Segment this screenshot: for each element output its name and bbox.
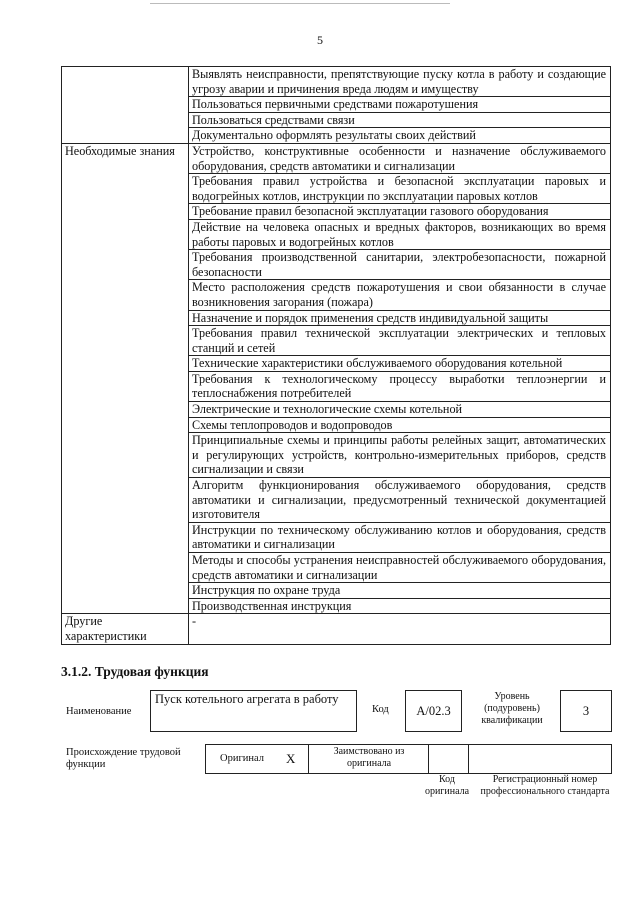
borrowed-cell [308, 745, 429, 773]
skill-item: Выявлять неисправности, препятствующие пуску котла в работу и создающие угрозу аварии и причинения вреда людям и имуществу [189, 67, 611, 97]
level-box [560, 690, 612, 732]
knowledge-item: Технические характеристики обслуживаемого оборудования котельной [189, 356, 611, 372]
knowledge-item: Место расположения средств пожаротушения и свои обязанности в случае возникновения загорания (пожара) [189, 280, 611, 310]
level-label: Уровень (подуровень) квалификации [481, 691, 543, 726]
knowledge-item: Требования к технологическому процессу выработки теплоэнергии и теплоснабжения потребителей [189, 371, 611, 401]
origin-code-cell [428, 745, 469, 773]
table-row [62, 614, 611, 645]
table-row [62, 67, 611, 97]
skill-item: Документально оформлять результаты своих действий [189, 128, 611, 144]
other-label: Другие характеристики [62, 614, 189, 645]
borrowed-label: Заимствовано из оригинала [333, 746, 405, 769]
skill-item: Пользоваться первичными средствами пожаротушения [189, 97, 611, 113]
other-value: - [189, 614, 611, 645]
competency-table [61, 66, 611, 645]
name-box [150, 690, 357, 732]
empty-label-cell [62, 67, 189, 144]
knowledge-item: Схемы теплопроводов и водопроводов [189, 417, 611, 433]
level-value: 3 [582, 704, 590, 718]
knowledge-item: Производственная инструкция [189, 598, 611, 614]
table-row [62, 143, 611, 173]
knowledge-label: Необходимые знания [62, 143, 189, 613]
knowledge-item: Принципиальные схемы и принципы работы релейных защит, автоматических и регулирующих устройств, контрольно-измерительных приборов, средств сигнализации и связи [189, 433, 611, 478]
knowledge-item: Инструкция по охране труда [189, 583, 611, 599]
knowledge-item: Назначение и порядок применения средств индивидуальной защиты [189, 310, 611, 326]
reg-number-cell [468, 745, 611, 773]
code-box [405, 690, 462, 732]
top-rule [150, 3, 450, 4]
origin-label: Происхождение трудовой функции [66, 747, 181, 770]
knowledge-item: Требования правил устройства и безопасной эксплуатации паровых и водогрейных котлов, инструкции по эксплуатации паровых котлов [189, 174, 611, 204]
code-value: A/02.3 [416, 704, 451, 718]
knowledge-item: Электрические и технологические схемы котельной [189, 402, 611, 418]
knowledge-item: Алгоритм функционирования обслуживаемого оборудования, средств автоматики и сигнализации, предусмотренный технической документацией изготовителя [189, 478, 611, 523]
knowledge-item: Действие на человека опасных и вредных факторов, возникающих во время работы паровых и водогрейных котлов [189, 219, 611, 249]
section-heading: 3.1.2. Трудовая функция [61, 664, 209, 679]
knowledge-item: Требование правил безопасной эксплуатации газового оборудования [189, 204, 611, 220]
original-mark: X [286, 751, 296, 766]
origin-box [205, 744, 612, 774]
name-value: Пуск котельного агрегата в работу [155, 692, 339, 706]
knowledge-item: Требования производственной санитарии, электробезопасности, пожарной безопасности [189, 250, 611, 280]
name-label: Наименование [66, 706, 132, 717]
skill-item: Пользоваться средствами связи [189, 112, 611, 128]
knowledge-item: Устройство, конструктивные особенности и назначение обслуживаемого оборудования, средств автоматики и сигнализации [189, 143, 611, 173]
page-number: 5 [317, 33, 323, 47]
reg-number-label: Регистрационный номер профессионального стандарта [480, 774, 610, 797]
knowledge-item: Требования правил технической эксплуатации электрических и тепловых станций и сетей [189, 326, 611, 356]
knowledge-item: Инструкции по техническому обслуживанию котлов и оборудования, средств автоматики и сигнализации [189, 522, 611, 552]
original-cell [206, 745, 309, 773]
code-label: Код [372, 704, 389, 715]
knowledge-item: Методы и способы устранения неисправностей обслуживаемого оборудования, средств автоматики и сигнализации [189, 553, 611, 583]
origin-code-label: Код оригинала [424, 774, 470, 797]
original-label: Оригинал [220, 753, 264, 764]
